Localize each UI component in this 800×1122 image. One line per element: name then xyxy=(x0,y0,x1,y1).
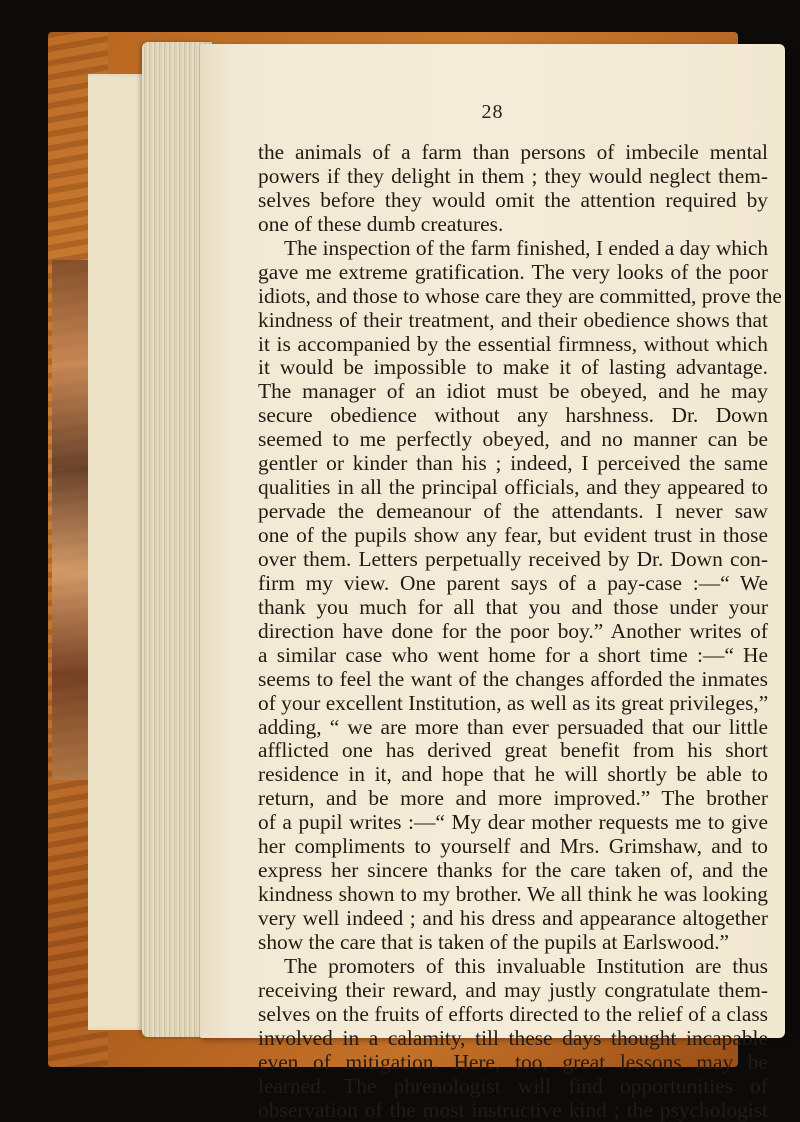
text-line: it would be impossible to make it of lasting advantage. xyxy=(258,356,768,380)
text-line: gentler or kinder than his ; indeed, I perceived the same xyxy=(258,452,768,476)
text-line: receiving their reward, and may justly congratulate them- xyxy=(258,979,768,1003)
text-line: of a pupil writes :—“ My dear mother requests me to give xyxy=(258,811,768,835)
text-line: secure obedience without any harshness. Dr. Down xyxy=(258,404,768,428)
text-line: of your excellent Institution, as well as its great privileges,” xyxy=(258,692,768,716)
text-line: seems to feel the want of the changes afforded the inmates xyxy=(258,668,768,692)
text-line: residence in it, and hope that he will shortly be able to xyxy=(258,763,768,787)
text-line: direction have done for the poor boy.” Another writes of xyxy=(258,620,768,644)
text-line: involved in a calamity, till these days thought incapable xyxy=(258,1027,768,1051)
text-line: adding, “ we are more than ever persuaded that our little xyxy=(258,716,768,740)
text-line: seemed to me perfectly obeyed, and no manner can be xyxy=(258,428,768,452)
text-line: the animals of a farm than persons of imbecile mental xyxy=(258,141,768,165)
marbled-endpaper-strip xyxy=(52,260,92,780)
text-line: observation of the most instructive kind ; the psychologist xyxy=(258,1099,768,1122)
text-line: firm my view. One parent says of a pay-case :—“ We xyxy=(258,572,768,596)
text-line: very well indeed ; and his dress and appearance altogether xyxy=(258,907,768,931)
book-page xyxy=(200,44,785,1038)
text-line: express her sincere thanks for the care taken of, and the xyxy=(258,859,768,883)
text-line: The manager of an idiot must be obeyed, and he may xyxy=(258,380,768,404)
text-line: idiots, and those to whose care they are committed, prove the xyxy=(258,285,768,309)
text-line: pervade the demeanour of the attendants. I never saw xyxy=(258,500,768,524)
text-line: afflicted one has derived great benefit from his short xyxy=(258,739,768,763)
text-line: The promoters of this invaluable Institution are thus xyxy=(258,955,768,979)
text-line: return, and be more and more improved.” The brother xyxy=(258,787,768,811)
text-line: over them. Letters perpetually received by Dr. Down con- xyxy=(258,548,768,572)
text-line: a similar case who went home for a short time :—“ He xyxy=(258,644,768,668)
page-number: 28 xyxy=(200,101,785,124)
text-line: powers if they delight in them ; they would neglect them- xyxy=(258,165,768,189)
text-line: her compliments to yourself and Mrs. Grimshaw, and to xyxy=(258,835,768,859)
text-line: kindness shown to my brother. We all think he was looking xyxy=(258,883,768,907)
text-line: it is accompanied by the essential firmness, without which xyxy=(258,333,768,357)
text-line: learned. The phrenologist will find opportunities of xyxy=(258,1075,768,1099)
text-line: even of mitigation. Here, too, great lessons may be xyxy=(258,1051,768,1075)
text-line: one of these dumb creatures. xyxy=(258,213,768,237)
text-line: qualities in all the principal officials, and they appeared to xyxy=(258,476,768,500)
text-line: gave me extreme gratification. The very looks of the poor xyxy=(258,261,768,285)
text-line: kindness of their treatment, and their obedience shows that xyxy=(258,309,768,333)
text-line: one of the pupils show any fear, but evident trust in those xyxy=(258,524,768,548)
body-text xyxy=(258,141,768,1122)
text-line: selves before they would omit the attention required by xyxy=(258,189,768,213)
text-line: selves on the fruits of efforts directed to the relief of a class xyxy=(258,1003,768,1027)
text-line: thank you much for all that you and those under your xyxy=(258,596,768,620)
text-line: The inspection of the farm finished, I ended a day which xyxy=(258,237,768,261)
text-line: show the care that is taken of the pupils at Earlswood.” xyxy=(258,931,768,955)
